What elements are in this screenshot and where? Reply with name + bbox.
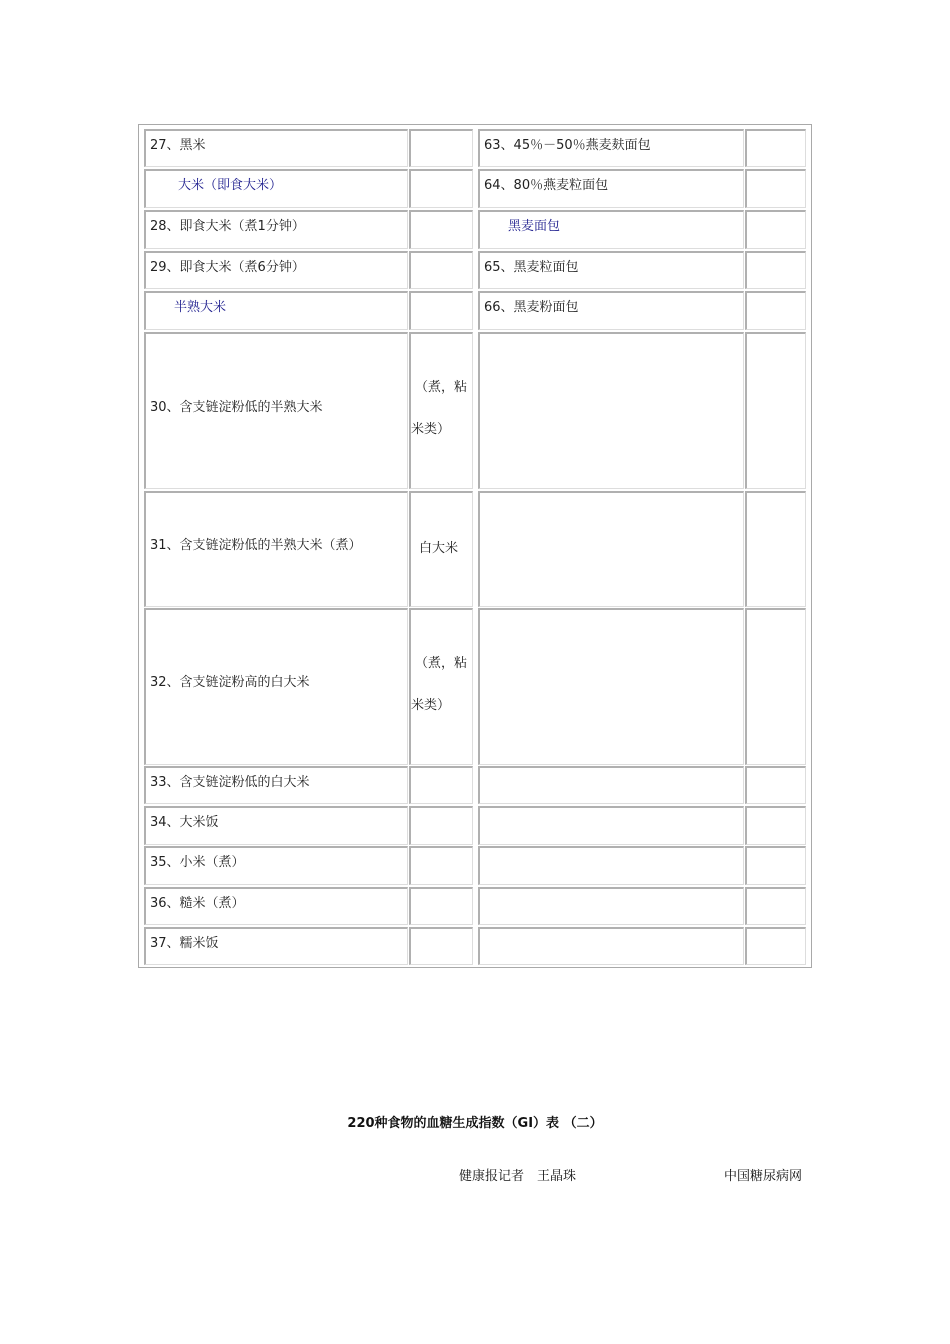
cell-note-line: 米类） <box>411 698 451 713</box>
source-site: 中国糖尿病网 <box>724 1169 803 1184</box>
cell-text: 28、即食大米（煮1分钟） <box>150 219 305 234</box>
cell-note-line: 米类） <box>411 422 451 437</box>
table-cell-name <box>144 251 408 289</box>
table-cell-note <box>409 291 473 330</box>
table-cell-right <box>478 608 744 765</box>
table-cell-value <box>745 887 806 925</box>
table-cell-note <box>409 129 473 167</box>
cell-text: 65、黑麦粒面包 <box>484 260 579 275</box>
table-cell-note <box>409 210 473 249</box>
table-cell-note <box>409 927 473 965</box>
cell-text: 27、黑米 <box>150 138 206 153</box>
cell-text: 30、含支链淀粉低的半熟大米 <box>150 400 323 415</box>
table-cell-right <box>478 332 744 489</box>
cell-note-line: （煮，粘 <box>415 380 468 395</box>
table-cell-value <box>745 491 806 607</box>
table-cell-right <box>478 846 744 885</box>
cell-text: 37、糯米饭 <box>150 936 219 951</box>
table-cell-right <box>478 129 744 167</box>
table-cell-right <box>478 251 744 289</box>
cell-text: 34、大米饭 <box>150 815 219 830</box>
table-cell-name <box>144 491 408 607</box>
table-cell-value <box>745 129 806 167</box>
cell-text: 35、小米（煮） <box>150 855 245 870</box>
table-cell-value <box>745 766 806 804</box>
table-cell-value <box>745 332 806 489</box>
table-cell-note <box>409 766 473 804</box>
table-cell-value <box>745 806 806 845</box>
table-cell-right <box>478 806 744 845</box>
table-cell-right <box>478 169 744 208</box>
table-cell-name <box>144 927 408 965</box>
document-title: 220种食物的血糖生成指数（GI）表 （二） <box>347 1116 603 1131</box>
table-cell-value <box>745 169 806 208</box>
table-cell-right <box>478 766 744 804</box>
table-cell-name <box>144 766 408 804</box>
table-cell-name <box>144 129 408 167</box>
cell-text: 29、即食大米（煮6分钟） <box>150 260 305 275</box>
table-cell-name <box>144 332 408 489</box>
cell-note-line: （煮，粘 <box>415 656 468 671</box>
table-cell-value <box>745 291 806 330</box>
table-cell-right <box>478 491 744 607</box>
cell-text: 32、含支链淀粉高的白大米 <box>150 675 310 690</box>
table-cell-name <box>144 608 408 765</box>
table-cell-note <box>409 806 473 845</box>
table-cell-note <box>409 251 473 289</box>
table-cell-right <box>478 887 744 925</box>
table-cell-right <box>478 927 744 965</box>
table-cell-value <box>745 251 806 289</box>
table-cell-note <box>409 332 473 489</box>
table-cell-name <box>144 846 408 885</box>
table-cell-name <box>144 887 408 925</box>
cell-text: 36、糙米（煮） <box>150 896 245 911</box>
table-cell-note <box>409 846 473 885</box>
table-cell-value <box>745 846 806 885</box>
table-cell-note <box>409 169 473 208</box>
table-cell-name <box>144 291 408 330</box>
table-cell-value <box>745 210 806 249</box>
cell-note-line: 白大米 <box>419 541 459 556</box>
table-cell-note <box>409 608 473 765</box>
table-cell-value <box>745 608 806 765</box>
cell-text: 63、45％－50％燕麦麸面包 <box>484 138 651 153</box>
cell-text: 33、含支链淀粉低的白大米 <box>150 775 310 790</box>
cell-text: 64、80％燕麦粒面包 <box>484 178 609 193</box>
cell-text: 31、含支链淀粉低的半熟大米（煮） <box>150 538 362 553</box>
table-cell-right <box>478 210 744 249</box>
cell-text: 66、黑麦粉面包 <box>484 300 579 315</box>
table-cell-name <box>144 210 408 249</box>
table-cell-note <box>409 491 473 607</box>
cell-subheading: 大米（即食大米） <box>178 178 283 193</box>
table-cell-right <box>478 291 744 330</box>
table-cell-value <box>745 927 806 965</box>
cell-subheading: 半熟大米 <box>174 300 227 315</box>
cell-subheading: 黑麦面包 <box>508 219 561 234</box>
reporter-byline: 健康报记者 王晶珠 <box>459 1169 577 1184</box>
table-cell-name <box>144 806 408 845</box>
table-cell-note <box>409 887 473 925</box>
gi-table <box>138 124 812 968</box>
table-cell-name <box>144 169 408 208</box>
